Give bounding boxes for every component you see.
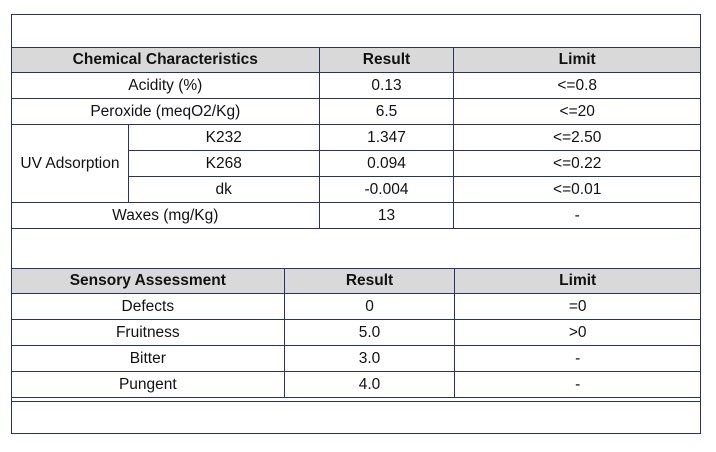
row-label: Acidity (%) [12,73,320,99]
row-result: 6.5 [319,99,454,125]
column-header-result: Result [284,269,455,294]
chemical-characteristics-table [11,47,701,229]
row-result: 0.13 [319,73,454,99]
table-row [12,346,701,372]
row-limit: >0 [455,320,701,346]
row-result: 5.0 [284,320,455,346]
table-header-row [12,48,701,73]
row-result: -0.004 [319,177,454,203]
table-row [12,99,701,125]
table-row [12,372,701,398]
column-header-limit: Limit [454,48,701,73]
row-limit: - [455,346,701,372]
row-limit: <=0.22 [454,151,701,177]
bottom-divider [11,401,701,402]
row-result: 13 [319,203,454,229]
row-limit: - [454,203,701,229]
sensory-assessment-table [11,268,701,398]
row-result: 0.094 [319,151,454,177]
row-limit: =0 [455,294,701,320]
row-label: K268 [128,151,319,177]
row-limit: - [455,372,701,398]
row-limit: <=0.8 [454,73,701,99]
table-row [12,125,701,151]
row-label: K232 [128,125,319,151]
row-result: 3.0 [284,346,455,372]
table-header-row [12,269,701,294]
row-result: 1.347 [319,125,454,151]
row-label: Fruitness [12,320,285,346]
row-label: Waxes (mg/Kg) [12,203,320,229]
row-limit: <=20 [454,99,701,125]
table-row [12,320,701,346]
row-label: Peroxide (meqO2/Kg) [12,99,320,125]
row-limit: <=2.50 [454,125,701,151]
column-header-characteristic: Chemical Characteristics [12,48,320,73]
row-label: Defects [12,294,285,320]
row-result: 4.0 [284,372,455,398]
row-label: Bitter [12,346,285,372]
uv-adsorption-label: UV Adsorption [12,125,129,203]
column-header-assessment: Sensory Assessment [12,269,285,294]
column-header-limit: Limit [455,269,701,294]
table-row [12,73,701,99]
row-result: 0 [284,294,455,320]
table-row [12,203,701,229]
row-limit: <=0.01 [454,177,701,203]
row-label: Pungent [12,372,285,398]
row-label: dk [128,177,319,203]
table-row [12,294,701,320]
column-header-result: Result [319,48,454,73]
